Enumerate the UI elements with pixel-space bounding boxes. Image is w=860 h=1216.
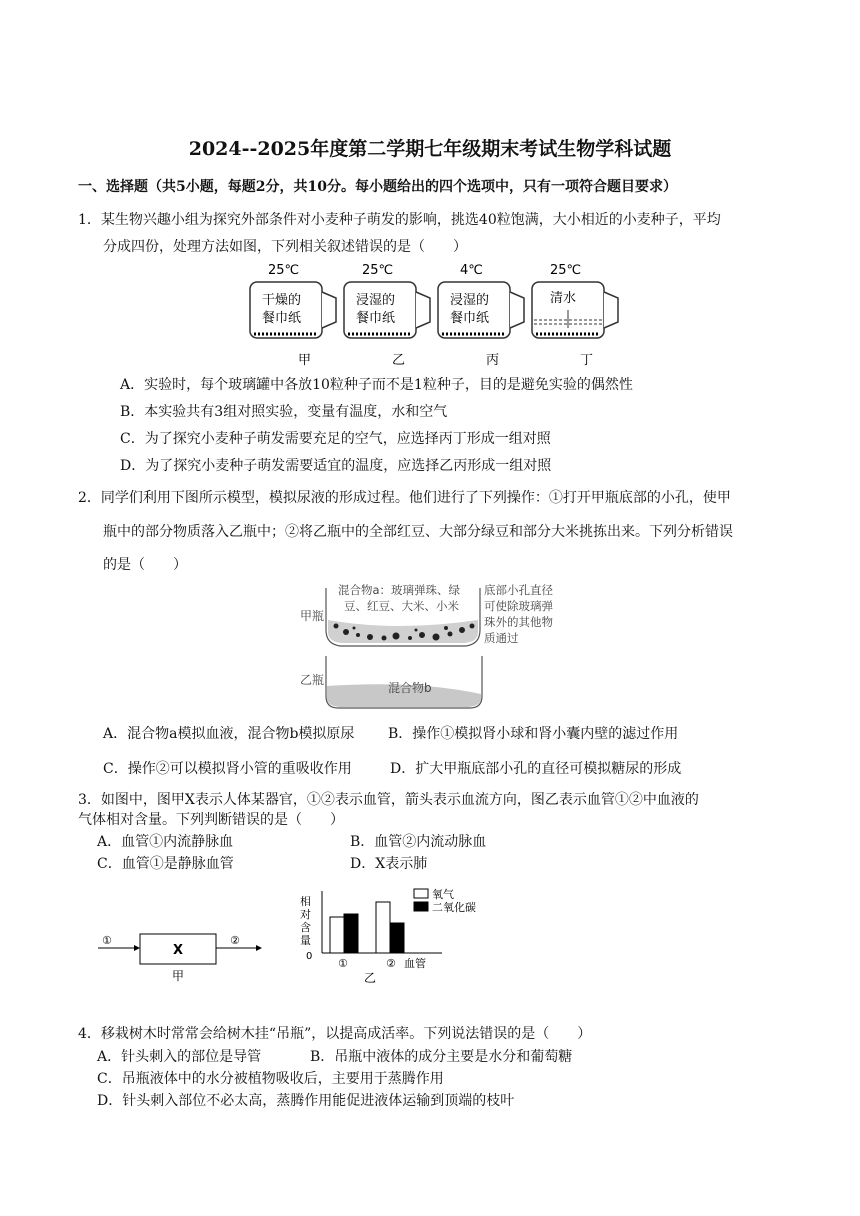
hole-note-2: 可使除玻璃弹: [484, 599, 553, 613]
jar-text-2: 餐巾纸: [450, 311, 490, 326]
q3-gas-bar-chart: [292, 885, 512, 985]
q4-option-b: B．吊瓶中液体的成分主要是水分和葡萄糖: [310, 1049, 573, 1065]
figure-yi-label: 乙: [364, 971, 377, 985]
legend-o2-label: 氧气: [432, 888, 454, 901]
jar-label: 甲: [298, 353, 312, 368]
mix-a-text-1: 混合物a：玻璃弹珠、绿: [338, 583, 461, 597]
q1-stem-line1: 1．某生物兴趣小组为探究外部条件对小麦种子萌发的影响，挑选40粒饱满，大小相近的小麦种子，平均: [78, 212, 721, 228]
jar-yi: [344, 263, 430, 368]
jar-text-1: 清水: [550, 291, 577, 306]
vessel-1-label: ①: [102, 934, 112, 947]
x-axis-unit: 血管: [404, 957, 426, 970]
jar-temp: 25℃: [362, 263, 394, 278]
x-tick-2: ②: [386, 957, 396, 970]
jar-label: 乙: [392, 353, 406, 368]
vessel-2-label: ②: [230, 934, 240, 947]
jar-bing: [438, 263, 524, 368]
hole-note-3: 珠外的其他物: [484, 615, 553, 629]
y-axis-label-2: 对: [300, 908, 311, 921]
q2-option-d: D．扩大甲瓶底部小孔的直径可模拟糖尿的形成: [390, 761, 682, 777]
jar-text-1: 浸湿的: [450, 293, 490, 308]
jar-jia: [250, 263, 336, 368]
legend-o2-swatch: [414, 889, 428, 898]
q4-option-a: A．针头刺入的部位是导管: [97, 1049, 262, 1065]
jar-text-1: 浸湿的: [356, 293, 396, 308]
q4-option-d: D．针头刺入部位不必太高，蒸腾作用能促进液体运输到顶端的枝叶: [97, 1093, 515, 1109]
bar-o2-vessel-1: [330, 917, 344, 953]
jar-label: 丙: [486, 353, 500, 368]
q2-stem-line1: 2．同学们利用下图所示模型，模拟尿液的形成过程。他们进行了下列操作：①打开甲瓶底部的小孔，使甲: [78, 490, 731, 506]
q4-option-c: C．吊瓶液体中的水分被植物吸收后，主要用于蒸腾作用: [97, 1071, 444, 1087]
y-axis-label-4: 量: [300, 934, 311, 947]
jar-label: 丁: [580, 353, 594, 368]
jar-text-2: 餐巾纸: [262, 311, 302, 326]
figure-jia-label: 甲: [172, 969, 185, 982]
q3-stem-line2: 气体相对含量。下列判断错误的是（ ）: [78, 812, 344, 828]
section-heading: 一、选择题（共5小题，每题2分，共10分。每小题给出的四个选项中，只有一项符合题目要求）: [78, 179, 677, 195]
q2-option-b: B．操作①模拟肾小球和肾小囊内壁的滤过作用: [388, 726, 679, 742]
q2-bottle-model-figure: [296, 580, 570, 712]
organ-x-label: X: [173, 943, 184, 958]
jia-bottle-label: 甲瓶: [300, 609, 325, 623]
q3-stem-line1: 3．如图中，图甲X表示人体某器官，①②表示血管，箭头表示血流方向，图乙表示血管①②中血液的: [78, 792, 699, 808]
origin-label: 0: [306, 951, 313, 962]
q2-stem-line3: 的是（ ）: [103, 557, 187, 573]
yi-bottle-label: 乙瓶: [300, 673, 325, 687]
q1-seed-jars-figure: [240, 258, 640, 370]
bar-o2-vessel-2: [376, 902, 390, 953]
jar-text-1: 干燥的: [262, 293, 302, 308]
bar-co2-vessel-1: [344, 914, 358, 953]
q3-option-a: A．血管①内流静脉血: [97, 834, 234, 850]
q1-option-a: A．实验时，每个玻璃罐中各放10粒种子而不是1粒种子，目的是避免实验的偶然性: [120, 377, 633, 393]
q2-option-a: A．混合物a模拟血液，混合物b模拟原尿: [103, 726, 355, 742]
mix-b-text: 混合物b: [388, 681, 432, 695]
legend-co2-swatch: [414, 902, 428, 911]
q3-option-b: B．血管②内流动脉血: [350, 834, 487, 850]
q1-option-b: B．本实验共有3组对照实验，变量有温度，水和空气: [120, 404, 448, 420]
mix-a-text-2: 豆、红豆、大米、小米: [344, 599, 459, 613]
bar-co2-vessel-2: [390, 923, 404, 953]
q1-option-c: C．为了探究小麦种子萌发需要充足的空气，应选择丙丁形成一组对照: [120, 431, 551, 447]
jar-temp: 25℃: [268, 263, 300, 278]
q2-stem-line2: 瓶中的部分物质落入乙瓶中；②将乙瓶中的全部红豆、大部分绿豆和部分大米挑拣出来。下列分析错误: [103, 524, 733, 540]
q3-option-d: D．X表示肺: [350, 856, 428, 872]
q3-organ-figure: [96, 926, 276, 982]
q1-stem-line2: 分成四份，处理方法如图，下列相关叙述错误的是（ ）: [103, 239, 467, 255]
q2-option-c: C．操作②可以模拟肾小管的重吸收作用: [103, 761, 352, 777]
hole-note-4: 质通过: [484, 631, 519, 645]
y-axis-label-1: 相: [300, 895, 311, 908]
jar-ding: [532, 263, 618, 368]
y-axis-label-3: 含: [300, 921, 311, 934]
hole-note-1: 底部小孔直径: [484, 583, 553, 597]
legend-co2-label: 二氧化碳: [432, 901, 476, 914]
q3-option-c: C．血管①是静脉血管: [97, 856, 234, 872]
jar-temp: 25℃: [550, 263, 582, 278]
jar-temp: 4℃: [460, 263, 483, 278]
q4-stem: 4．移栽树木时常常会给树木挂“吊瓶”，以提高成活率。下列说法错误的是（ ）: [78, 1026, 592, 1042]
x-tick-1: ①: [338, 957, 348, 970]
page-title: 2024--2025年度第二学期七年级期末考试生物学科试题: [188, 138, 672, 160]
q1-option-d: D．为了探究小麦种子萌发需要适宜的温度，应选择乙丙形成一组对照: [120, 458, 552, 474]
jar-text-2: 餐巾纸: [356, 311, 396, 326]
